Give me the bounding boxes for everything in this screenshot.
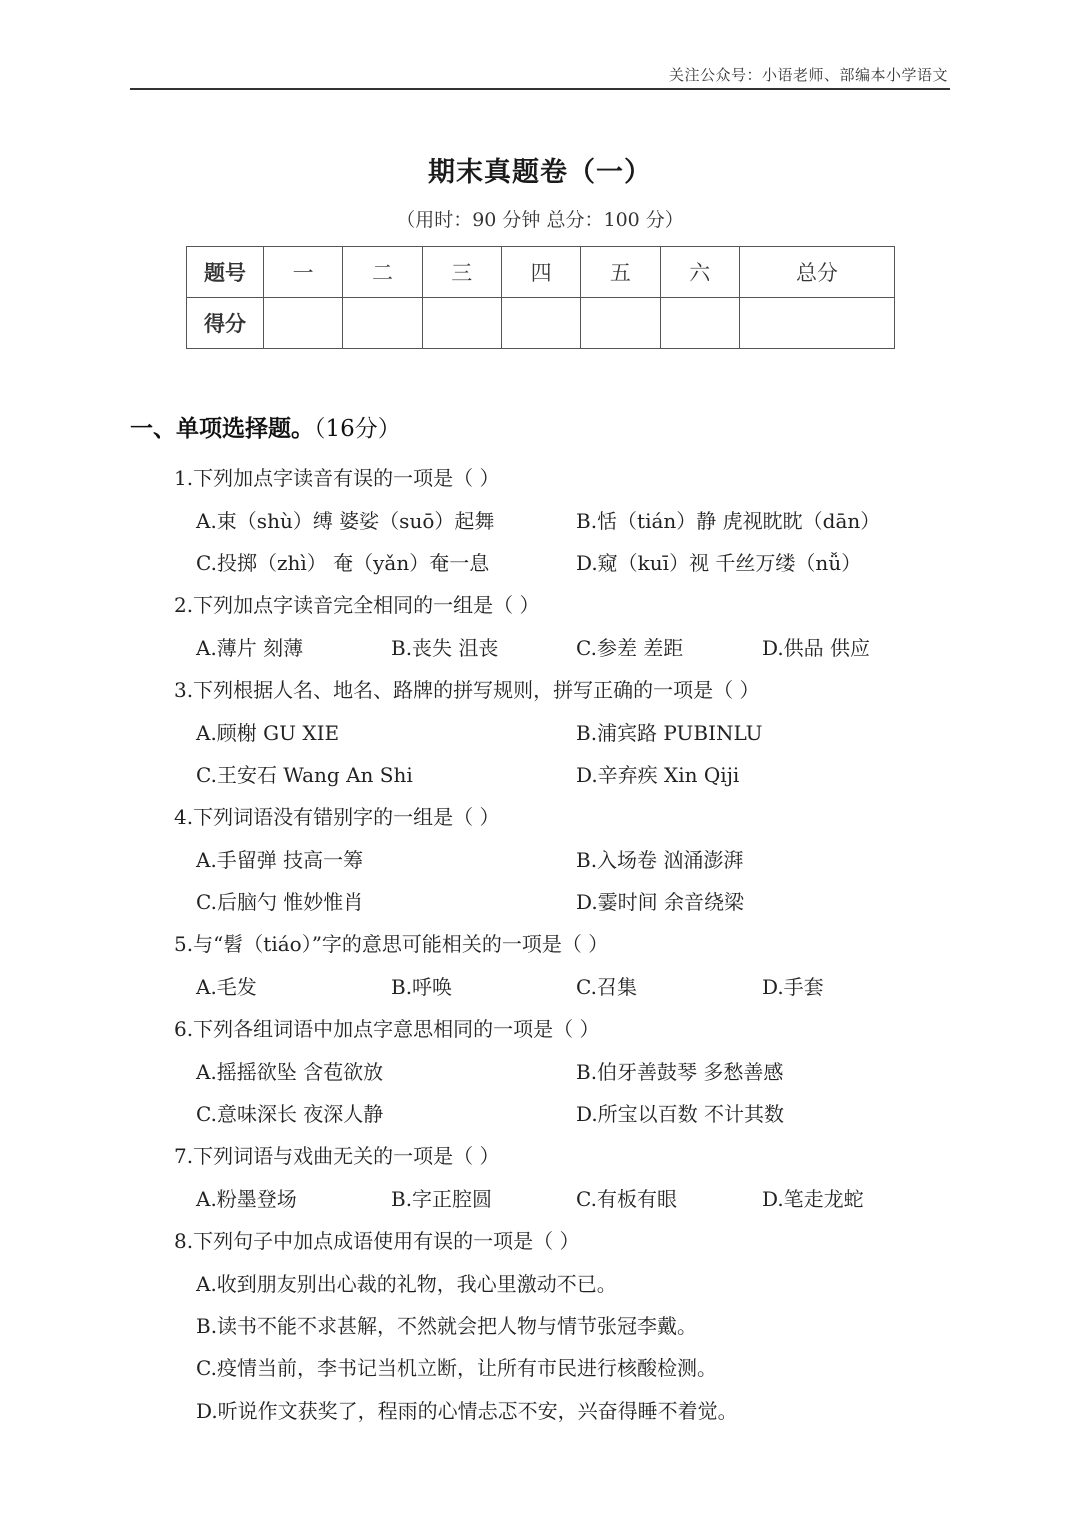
option-b: B.伯牙善鼓琴 多愁善感 bbox=[576, 1060, 784, 1084]
option-c: C.召集 bbox=[576, 975, 637, 999]
option-c: C.疫情当前，李书记当机立断，让所有市民进行核酸检测。 bbox=[196, 1356, 717, 1380]
score-cell[interactable] bbox=[739, 298, 894, 349]
col-head: 总分 bbox=[739, 247, 894, 298]
option-a: A.薄片 刻薄 bbox=[196, 636, 304, 660]
option-b: B.呼唤 bbox=[391, 975, 453, 999]
score-table bbox=[186, 246, 895, 349]
col-head: 三 bbox=[422, 247, 501, 298]
score-cell[interactable] bbox=[343, 298, 422, 349]
question-stem: 7.下列词语与戏曲无关的一项是（ ） bbox=[174, 1144, 500, 1168]
col-head: 五 bbox=[581, 247, 660, 298]
option-b: B.恬（tián）静 虎视眈眈（dān） bbox=[576, 509, 881, 533]
option-a: A.收到朋友别出心裁的礼物，我心里激动不已。 bbox=[196, 1272, 617, 1296]
question-stem: 1.下列加点字读音有误的一项是（ ） bbox=[174, 466, 500, 490]
option-c: C.有板有眼 bbox=[576, 1187, 677, 1211]
question-stem: 6.下列各组词语中加点字意思相同的一项是（ ） bbox=[174, 1017, 600, 1041]
option-b: B.浦宾路 PUBINLU bbox=[576, 721, 763, 745]
option-d: D.辛弃疾 Xin Qiji bbox=[576, 763, 740, 787]
option-c: C.投掷（zhì） 奄（yǎn）奄一息 bbox=[196, 551, 490, 575]
score-cell[interactable] bbox=[501, 298, 580, 349]
section-points: （16分） bbox=[314, 416, 401, 442]
score-cell[interactable] bbox=[264, 298, 343, 349]
section-title: 一、单项选择题。 bbox=[130, 416, 314, 442]
question-stem: 3.下列根据人名、地名、路牌的拼写规则，拼写正确的一项是（ ） bbox=[174, 678, 760, 702]
option-b: B.入场卷 汹涌澎湃 bbox=[576, 848, 744, 872]
option-c: C.参差 差距 bbox=[576, 636, 684, 660]
option-a: A.束（shù）缚 婆娑（suō）起舞 bbox=[196, 509, 495, 533]
score-cell[interactable] bbox=[660, 298, 739, 349]
score-cell[interactable] bbox=[422, 298, 501, 349]
question-stem: 2.下列加点字读音完全相同的一组是（ ） bbox=[174, 593, 540, 617]
page-title: 期末真题卷（一） bbox=[428, 157, 652, 188]
header-note: 关注公众号：小语老师、部编本小学语文 bbox=[668, 66, 948, 84]
row-head-question-number: 题号 bbox=[187, 247, 264, 298]
question-stem: 4.下列词语没有错别字的一组是（ ） bbox=[174, 805, 500, 829]
col-head: 二 bbox=[343, 247, 422, 298]
option-a: A.手留弹 技高一筹 bbox=[196, 848, 364, 872]
option-c: C.意味深长 夜深人静 bbox=[196, 1102, 384, 1126]
option-c: C.王安石 Wang An Shi bbox=[196, 763, 413, 787]
option-c: C.后脑勺 惟妙惟肖 bbox=[196, 890, 364, 914]
option-d: D.听说作文获奖了，程雨的心情忐忑不安，兴奋得睡不着觉。 bbox=[196, 1399, 738, 1423]
option-d: D.所宝以百数 不计其数 bbox=[576, 1102, 785, 1126]
score-table-score-row bbox=[187, 298, 895, 349]
option-b: B.读书不能不求甚解，不然就会把人物与情节张冠李戴。 bbox=[196, 1314, 698, 1338]
section-heading bbox=[130, 410, 401, 443]
col-head: 四 bbox=[501, 247, 580, 298]
option-a: A.顾榭 GU XIE bbox=[196, 721, 340, 745]
exam-info: （用时：90 分钟 总分：100 分） bbox=[396, 209, 684, 231]
row-head-score: 得分 bbox=[187, 298, 264, 349]
question-stem: 8.下列句子中加点成语使用有误的一项是（ ） bbox=[174, 1229, 580, 1253]
score-cell[interactable] bbox=[581, 298, 660, 349]
score-table-header-row bbox=[187, 247, 895, 298]
option-a: A.摇摇欲坠 含苞欲放 bbox=[196, 1060, 384, 1084]
option-d: D.供品 供应 bbox=[762, 636, 871, 660]
option-b: B.丧失 沮丧 bbox=[391, 636, 499, 660]
header-divider bbox=[130, 88, 950, 90]
option-d: D.窥（kuī）视 千丝万缕（nǚ） bbox=[576, 551, 862, 575]
option-d: D.手套 bbox=[762, 975, 824, 999]
option-a: A.粉墨登场 bbox=[196, 1187, 297, 1211]
option-d: D.霎时间 余音绕梁 bbox=[576, 890, 745, 914]
option-a: A.毛发 bbox=[196, 975, 257, 999]
question-stem: 5.与“髫（tiáo）”字的意思可能相关的一项是（ ） bbox=[174, 932, 609, 956]
col-head: 六 bbox=[660, 247, 739, 298]
col-head: 一 bbox=[264, 247, 343, 298]
option-b: B.字正腔圆 bbox=[391, 1187, 493, 1211]
option-d: D.笔走龙蛇 bbox=[762, 1187, 864, 1211]
